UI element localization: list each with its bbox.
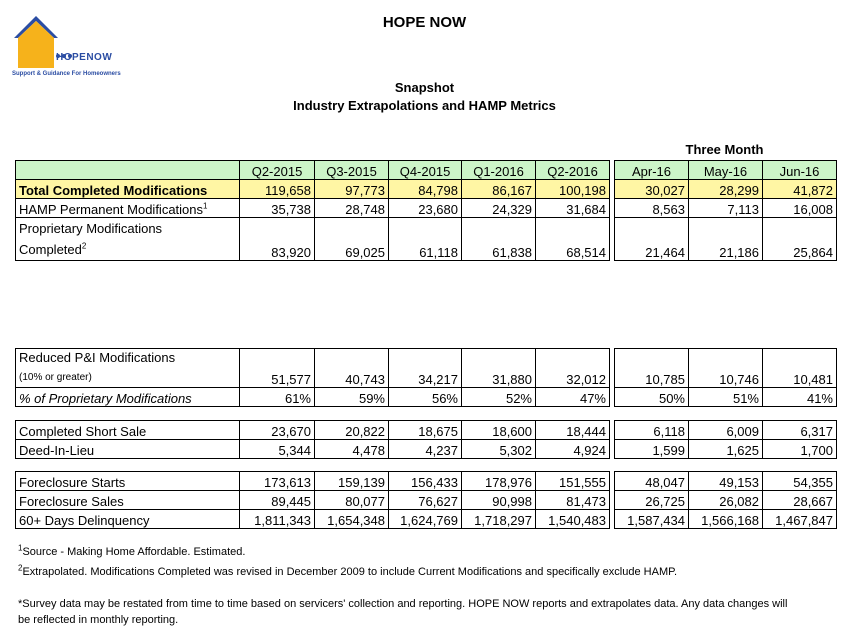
cell: 1,587,434 bbox=[615, 510, 689, 529]
metrics-table-foreclosure bbox=[15, 471, 837, 529]
page-subtitle-2: Industry Extrapolations and HAMP Metrics bbox=[293, 98, 556, 113]
page-subtitle: Snapshot bbox=[394, 80, 455, 95]
cell: 30,027 bbox=[615, 180, 689, 199]
logo-name: HOPENOW bbox=[56, 52, 113, 63]
row-label: 60+ Days Delinquency bbox=[16, 510, 240, 529]
cell: 97,773 bbox=[315, 180, 389, 199]
row-label: Deed-In-Lieu bbox=[16, 440, 240, 459]
cell: 35,738 bbox=[240, 199, 315, 218]
cell: 1,718,297 bbox=[462, 510, 536, 529]
table-row-proprietary bbox=[16, 218, 837, 261]
cell: 52% bbox=[462, 388, 536, 407]
row-label: Reduced P&I Modifications (10% or greater) bbox=[16, 349, 240, 388]
col-header: May-16 bbox=[689, 161, 763, 180]
cell: 84,798 bbox=[389, 180, 462, 199]
cell: 18,600 bbox=[462, 421, 536, 440]
survey-note: *Survey data may be restated from time to time based on servicers' collection and reporting. HOPE NOW reports and extrapolates data. Any data changes will bbox=[18, 598, 788, 610]
cell: 68,514 bbox=[536, 218, 610, 261]
cell: 31,880 bbox=[462, 349, 536, 388]
cell: 28,667 bbox=[763, 491, 837, 510]
survey-note-2: be reflected in monthly reporting. bbox=[18, 614, 179, 626]
cell: 61,838 bbox=[462, 218, 536, 261]
cell: 34,217 bbox=[389, 349, 462, 388]
cell: 59% bbox=[315, 388, 389, 407]
cell: 1,625 bbox=[689, 440, 763, 459]
cell: 28,748 bbox=[315, 199, 389, 218]
cell: 61% bbox=[240, 388, 315, 407]
cell: 61,118 bbox=[389, 218, 462, 261]
cell: 41% bbox=[763, 388, 837, 407]
cell: 6,118 bbox=[615, 421, 689, 440]
cell: 178,976 bbox=[462, 472, 536, 491]
cell: 4,924 bbox=[536, 440, 610, 459]
cell: 51,577 bbox=[240, 349, 315, 388]
cell: 10,785 bbox=[615, 349, 689, 388]
cell: 90,998 bbox=[462, 491, 536, 510]
row-label: Proprietary Modifications Completed$^2$ bbox=[16, 218, 240, 261]
cell: 10,746 bbox=[689, 349, 763, 388]
col-header: Q2-2015 bbox=[240, 161, 315, 180]
cell: 56% bbox=[389, 388, 462, 407]
cell: 4,237 bbox=[389, 440, 462, 459]
cell: 54,355 bbox=[763, 472, 837, 491]
cell: 1,624,769 bbox=[389, 510, 462, 529]
cell: 69,025 bbox=[315, 218, 389, 261]
cell: 100,198 bbox=[536, 180, 610, 199]
cell: 1,566,168 bbox=[689, 510, 763, 529]
cell: 81,473 bbox=[536, 491, 610, 510]
cell: 51% bbox=[689, 388, 763, 407]
cell: 8,563 bbox=[615, 199, 689, 218]
cell: 6,317 bbox=[763, 421, 837, 440]
cell: 50% bbox=[615, 388, 689, 407]
page-title: HOPE NOW bbox=[382, 14, 467, 31]
cell: 20,822 bbox=[315, 421, 389, 440]
row-label: HAMP Permanent Modifications$^1$ bbox=[16, 199, 240, 218]
column-header-row bbox=[16, 161, 837, 180]
cell: 23,670 bbox=[240, 421, 315, 440]
cell: 21,186 bbox=[689, 218, 763, 261]
cell: 26,082 bbox=[689, 491, 763, 510]
row-label: Total Completed Modifications bbox=[16, 180, 240, 199]
row-label: Foreclosure Starts bbox=[16, 472, 240, 491]
table-row-foreclosure-sales bbox=[16, 491, 837, 510]
cell: 4,478 bbox=[315, 440, 389, 459]
row-label: Completed Short Sale bbox=[16, 421, 240, 440]
cell: 26,725 bbox=[615, 491, 689, 510]
cell: 173,613 bbox=[240, 472, 315, 491]
col-header: Q4-2015 bbox=[389, 161, 462, 180]
cell: 1,467,847 bbox=[763, 510, 837, 529]
cell: 156,433 bbox=[389, 472, 462, 491]
table-row-pct bbox=[16, 388, 837, 407]
cell: 6,009 bbox=[689, 421, 763, 440]
table-row-foreclosure-starts bbox=[16, 472, 837, 491]
cell: 86,167 bbox=[462, 180, 536, 199]
col-header: Jun-16 bbox=[763, 161, 837, 180]
row-label: % of Proprietary Modifications bbox=[16, 388, 240, 407]
table-row-hamp bbox=[16, 199, 837, 218]
col-header: Q3-2015 bbox=[315, 161, 389, 180]
cell: 18,675 bbox=[389, 421, 462, 440]
cell: 18,444 bbox=[536, 421, 610, 440]
col-header: Q2-2016 bbox=[536, 161, 610, 180]
cell: 41,872 bbox=[763, 180, 837, 199]
cell: 49,153 bbox=[689, 472, 763, 491]
cell: 31,684 bbox=[536, 199, 610, 218]
cell: 28,299 bbox=[689, 180, 763, 199]
cell: 83,920 bbox=[240, 218, 315, 261]
cell: 5,302 bbox=[462, 440, 536, 459]
cell: 48,047 bbox=[615, 472, 689, 491]
cell: 21,464 bbox=[615, 218, 689, 261]
cell: 89,445 bbox=[240, 491, 315, 510]
metrics-table-modifications bbox=[15, 160, 837, 261]
cell: 119,658 bbox=[240, 180, 315, 199]
cell: 76,627 bbox=[389, 491, 462, 510]
table-row-short-sale bbox=[16, 421, 837, 440]
metrics-table-reduced bbox=[15, 348, 837, 407]
cell: 47% bbox=[536, 388, 610, 407]
cell: 159,139 bbox=[315, 472, 389, 491]
row-label: Foreclosure Sales bbox=[16, 491, 240, 510]
col-header: Apr-16 bbox=[615, 161, 689, 180]
metrics-table-short-sale bbox=[15, 420, 837, 459]
cell: 1,654,348 bbox=[315, 510, 389, 529]
cell: 16,008 bbox=[763, 199, 837, 218]
three-month-heading: Three Month bbox=[685, 142, 764, 157]
cell: 10,481 bbox=[763, 349, 837, 388]
cell: 32,012 bbox=[536, 349, 610, 388]
table-row-deed bbox=[16, 440, 837, 459]
cell: 151,555 bbox=[536, 472, 610, 491]
cell: 1,540,483 bbox=[536, 510, 610, 529]
footnote-1: $^1$Source - Making Home Affordable. Estimated. bbox=[18, 543, 246, 558]
table-row-reduced bbox=[16, 349, 837, 388]
cell: 24,329 bbox=[462, 199, 536, 218]
cell: 80,077 bbox=[315, 491, 389, 510]
logo-tagline: Support & Guidance For Homeowners bbox=[12, 71, 121, 77]
table-row-delinquency bbox=[16, 510, 837, 529]
footnote-2: $^2$Extrapolated. Modifications Completed was revised in December 2009 to include Current Modifications and specifically exclude HAMP. bbox=[18, 563, 678, 578]
cell: 5,344 bbox=[240, 440, 315, 459]
header-label-cell bbox=[16, 161, 240, 180]
col-header: Q1-2016 bbox=[462, 161, 536, 180]
cell: 40,743 bbox=[315, 349, 389, 388]
cell: 7,113 bbox=[689, 199, 763, 218]
cell: 25,864 bbox=[763, 218, 837, 261]
cell: 1,811,343 bbox=[240, 510, 315, 529]
table-row-total bbox=[16, 180, 837, 199]
cell: 23,680 bbox=[389, 199, 462, 218]
cell: 1,700 bbox=[763, 440, 837, 459]
cell: 1,599 bbox=[615, 440, 689, 459]
